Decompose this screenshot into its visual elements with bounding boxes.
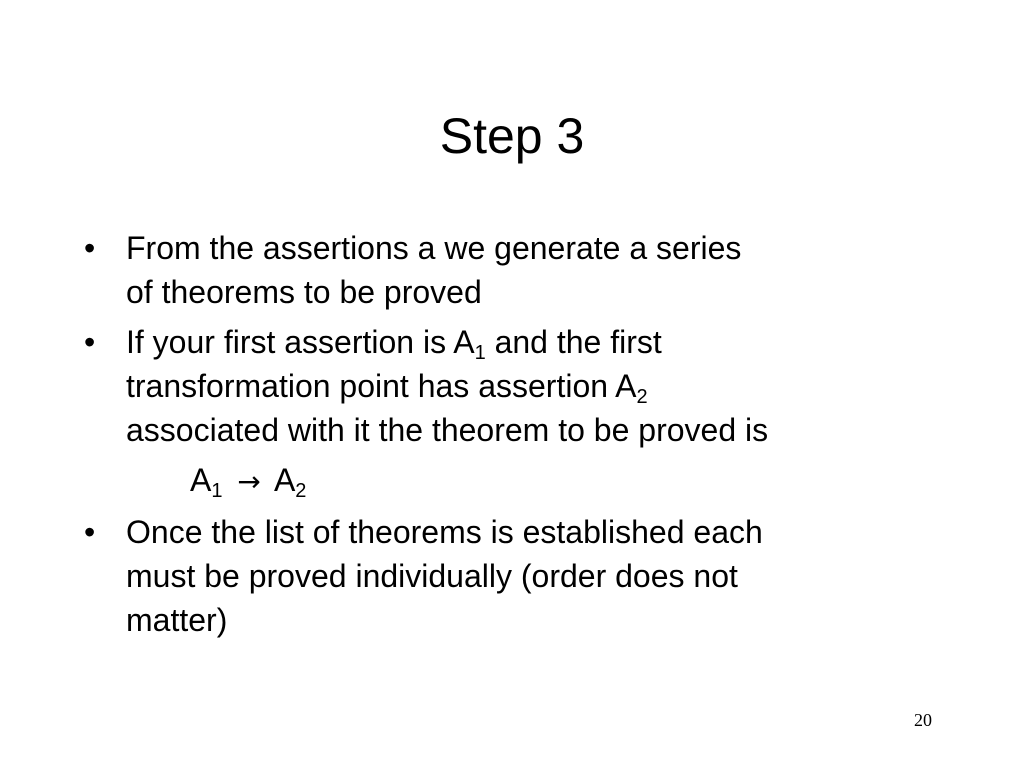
bullet1-line1: From the assertions a we generate a series [126,230,742,266]
bullet-item-assertions [82,226,962,314]
page-number: 20 [914,710,932,730]
bullet3-line3: matter) [126,602,228,638]
slide-title: Step 3 [439,108,585,164]
formula-right-sub: 2 [295,480,307,502]
theorem-formula [82,458,962,504]
bullet3-line1: Once the list of theorems is established each [126,514,763,550]
bullet2-text-c: transformation point has assertion A [126,368,637,404]
bullet2-text-d: associated with it the theorem to be proved is [126,412,769,448]
bullet-item-first-assertion [82,320,962,452]
bullet2-subscript-b: 2 [636,386,648,408]
bullet2-subscript-a: 1 [474,342,486,364]
formula-left-sub: 1 [211,480,223,502]
bullet1-line2: of theorems to be proved [126,274,482,310]
bullet-list [82,226,962,648]
formula-right-var: A [273,462,296,498]
bullet-item-theorem-list [82,510,962,642]
bullet2-text-b: and the first [485,324,662,360]
implication-arrow-icon: → [237,465,261,498]
bullet2-text-a: If your first assertion is A [126,324,475,360]
bullet-marker: • [84,514,96,550]
bullet-marker: • [84,324,96,360]
bullet-marker: • [84,230,96,266]
bullet3-line2: must be proved individually (order does not [126,558,738,594]
formula-left-var: A [190,462,212,498]
